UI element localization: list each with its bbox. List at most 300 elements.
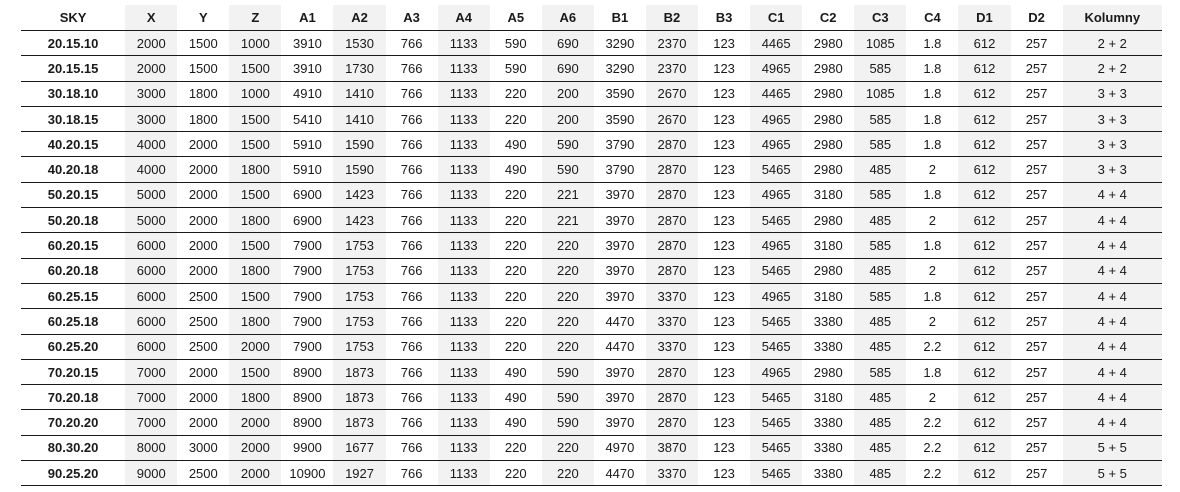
value-cell: 2980 xyxy=(802,31,854,56)
value-cell: 4965 xyxy=(750,56,802,81)
value-cell: 7000 xyxy=(125,359,177,384)
value-cell: 3970 xyxy=(594,182,646,207)
value-cell: 4465 xyxy=(750,81,802,106)
value-cell: 257 xyxy=(1011,309,1063,334)
value-cell: 3000 xyxy=(125,81,177,106)
value-cell: 200 xyxy=(542,81,594,106)
value-cell: 5000 xyxy=(125,208,177,233)
value-cell: 490 xyxy=(490,385,542,410)
value-cell: 221 xyxy=(542,182,594,207)
value-cell: 1873 xyxy=(333,410,385,435)
value-cell: 1133 xyxy=(438,461,490,486)
value-cell: 3380 xyxy=(802,461,854,486)
value-cell: 766 xyxy=(386,31,438,56)
value-cell: 2670 xyxy=(646,81,698,106)
value-cell: 4 + 4 xyxy=(1063,410,1162,435)
value-cell: 4 + 4 xyxy=(1063,385,1162,410)
value-cell: 1133 xyxy=(438,157,490,182)
value-cell: 2000 xyxy=(125,56,177,81)
value-cell: 1133 xyxy=(438,334,490,359)
value-cell: 2870 xyxy=(646,359,698,384)
value-cell: 123 xyxy=(698,309,750,334)
value-cell: 4465 xyxy=(750,31,802,56)
value-cell: 7000 xyxy=(125,410,177,435)
model-cell: 90.25.20 xyxy=(21,461,125,486)
table-row xyxy=(21,56,1162,81)
table-body xyxy=(21,31,1162,486)
value-cell: 257 xyxy=(1011,258,1063,283)
value-cell: 1753 xyxy=(333,309,385,334)
value-cell: 3380 xyxy=(802,334,854,359)
value-cell: 766 xyxy=(386,435,438,460)
value-cell: 3290 xyxy=(594,31,646,56)
model-cell: 70.20.18 xyxy=(21,385,125,410)
value-cell: 4 + 4 xyxy=(1063,334,1162,359)
value-cell: 257 xyxy=(1011,410,1063,435)
value-cell: 220 xyxy=(490,435,542,460)
value-cell: 3970 xyxy=(594,233,646,258)
value-cell: 612 xyxy=(958,31,1010,56)
value-cell: 220 xyxy=(490,106,542,131)
value-cell: 9000 xyxy=(125,461,177,486)
value-cell: 766 xyxy=(386,309,438,334)
model-cell: 60.20.18 xyxy=(21,258,125,283)
value-cell: 585 xyxy=(854,233,906,258)
value-cell: 2000 xyxy=(177,410,229,435)
value-cell: 123 xyxy=(698,410,750,435)
value-cell: 1753 xyxy=(333,258,385,283)
model-cell: 30.18.15 xyxy=(21,106,125,131)
value-cell: 1133 xyxy=(438,258,490,283)
value-cell: 3180 xyxy=(802,283,854,308)
value-cell: 2500 xyxy=(177,334,229,359)
value-cell: 3380 xyxy=(802,410,854,435)
value-cell: 3590 xyxy=(594,106,646,131)
value-cell: 485 xyxy=(854,334,906,359)
value-cell: 612 xyxy=(958,309,1010,334)
value-cell: 221 xyxy=(542,208,594,233)
value-cell: 590 xyxy=(542,385,594,410)
value-cell: 2980 xyxy=(802,208,854,233)
value-cell: 590 xyxy=(542,132,594,157)
value-cell: 5465 xyxy=(750,435,802,460)
value-cell: 220 xyxy=(542,309,594,334)
value-cell: 1500 xyxy=(229,132,281,157)
value-cell: 4000 xyxy=(125,132,177,157)
value-cell: 4970 xyxy=(594,435,646,460)
model-cell: 20.15.10 xyxy=(21,31,125,56)
value-cell: 257 xyxy=(1011,31,1063,56)
value-cell: 4 + 4 xyxy=(1063,359,1162,384)
model-cell: 50.20.15 xyxy=(21,182,125,207)
value-cell: 485 xyxy=(854,435,906,460)
model-cell: 30.18.10 xyxy=(21,81,125,106)
table-row xyxy=(21,461,1162,486)
value-cell: 3970 xyxy=(594,258,646,283)
value-cell: 766 xyxy=(386,157,438,182)
value-cell: 1590 xyxy=(333,157,385,182)
value-cell: 485 xyxy=(854,410,906,435)
value-cell: 3180 xyxy=(802,233,854,258)
value-cell: 3790 xyxy=(594,132,646,157)
column-header-c2: C2 xyxy=(802,5,854,31)
value-cell: 8900 xyxy=(281,385,333,410)
value-cell: 4 + 4 xyxy=(1063,258,1162,283)
value-cell: 612 xyxy=(958,157,1010,182)
column-header-kolumny: Kolumny xyxy=(1063,5,1162,31)
value-cell: 220 xyxy=(490,461,542,486)
table-row xyxy=(21,182,1162,207)
column-header-b2: B2 xyxy=(646,5,698,31)
table-row xyxy=(21,309,1162,334)
value-cell: 3000 xyxy=(125,106,177,131)
value-cell: 490 xyxy=(490,132,542,157)
value-cell: 1500 xyxy=(229,283,281,308)
value-cell: 590 xyxy=(542,410,594,435)
value-cell: 3180 xyxy=(802,385,854,410)
value-cell: 2870 xyxy=(646,157,698,182)
value-cell: 123 xyxy=(698,157,750,182)
value-cell: 4965 xyxy=(750,233,802,258)
value-cell: 257 xyxy=(1011,132,1063,157)
value-cell: 4910 xyxy=(281,81,333,106)
value-cell: 5410 xyxy=(281,106,333,131)
value-cell: 1753 xyxy=(333,334,385,359)
value-cell: 4000 xyxy=(125,157,177,182)
value-cell: 5910 xyxy=(281,132,333,157)
value-cell: 585 xyxy=(854,56,906,81)
value-cell: 2 xyxy=(906,309,958,334)
value-cell: 3290 xyxy=(594,56,646,81)
value-cell: 490 xyxy=(490,157,542,182)
value-cell: 1500 xyxy=(229,359,281,384)
table-row xyxy=(21,385,1162,410)
value-cell: 1873 xyxy=(333,359,385,384)
column-header-b3: B3 xyxy=(698,5,750,31)
value-cell: 1800 xyxy=(177,106,229,131)
value-cell: 612 xyxy=(958,132,1010,157)
model-cell: 60.25.20 xyxy=(21,334,125,359)
value-cell: 585 xyxy=(854,359,906,384)
value-cell: 690 xyxy=(542,31,594,56)
value-cell: 4965 xyxy=(750,283,802,308)
value-cell: 200 xyxy=(542,106,594,131)
value-cell: 1410 xyxy=(333,81,385,106)
value-cell: 123 xyxy=(698,461,750,486)
value-cell: 257 xyxy=(1011,461,1063,486)
value-cell: 2 xyxy=(906,258,958,283)
value-cell: 1530 xyxy=(333,31,385,56)
value-cell: 123 xyxy=(698,283,750,308)
value-cell: 3380 xyxy=(802,435,854,460)
value-cell: 123 xyxy=(698,56,750,81)
value-cell: 1500 xyxy=(229,233,281,258)
value-cell: 1133 xyxy=(438,132,490,157)
value-cell: 8900 xyxy=(281,410,333,435)
value-cell: 612 xyxy=(958,385,1010,410)
value-cell: 612 xyxy=(958,81,1010,106)
value-cell: 1133 xyxy=(438,233,490,258)
value-cell: 1.8 xyxy=(906,182,958,207)
value-cell: 123 xyxy=(698,182,750,207)
column-header-b1: B1 xyxy=(594,5,646,31)
model-cell: 50.20.18 xyxy=(21,208,125,233)
value-cell: 1.8 xyxy=(906,81,958,106)
value-cell: 123 xyxy=(698,359,750,384)
value-cell: 2870 xyxy=(646,132,698,157)
model-cell: 20.15.15 xyxy=(21,56,125,81)
value-cell: 766 xyxy=(386,106,438,131)
value-cell: 3380 xyxy=(802,309,854,334)
model-cell: 70.20.15 xyxy=(21,359,125,384)
value-cell: 9900 xyxy=(281,435,333,460)
value-cell: 220 xyxy=(490,283,542,308)
value-cell: 2000 xyxy=(177,208,229,233)
value-cell: 1133 xyxy=(438,410,490,435)
value-cell: 3 + 3 xyxy=(1063,106,1162,131)
value-cell: 5465 xyxy=(750,208,802,233)
value-cell: 4965 xyxy=(750,132,802,157)
table-row xyxy=(21,410,1162,435)
value-cell: 612 xyxy=(958,233,1010,258)
value-cell: 2000 xyxy=(177,182,229,207)
value-cell: 2870 xyxy=(646,208,698,233)
value-cell: 690 xyxy=(542,56,594,81)
value-cell: 257 xyxy=(1011,334,1063,359)
value-cell: 766 xyxy=(386,334,438,359)
model-cell: 60.25.18 xyxy=(21,309,125,334)
value-cell: 3970 xyxy=(594,410,646,435)
value-cell: 2000 xyxy=(229,334,281,359)
value-cell: 7900 xyxy=(281,258,333,283)
column-header-sky: SKY xyxy=(21,5,125,31)
model-cell: 80.30.20 xyxy=(21,435,125,460)
column-header-a6: A6 xyxy=(542,5,594,31)
value-cell: 590 xyxy=(490,56,542,81)
value-cell: 1500 xyxy=(229,182,281,207)
value-cell: 123 xyxy=(698,258,750,283)
value-cell: 2 xyxy=(906,385,958,410)
value-cell: 220 xyxy=(490,258,542,283)
value-cell: 2500 xyxy=(177,309,229,334)
value-cell: 4470 xyxy=(594,461,646,486)
value-cell: 1.8 xyxy=(906,233,958,258)
value-cell: 1677 xyxy=(333,435,385,460)
value-cell: 2980 xyxy=(802,106,854,131)
table-row xyxy=(21,81,1162,106)
value-cell: 257 xyxy=(1011,56,1063,81)
value-cell: 2 xyxy=(906,157,958,182)
value-cell: 5 + 5 xyxy=(1063,461,1162,486)
column-header-y: Y xyxy=(177,5,229,31)
value-cell: 4470 xyxy=(594,334,646,359)
value-cell: 220 xyxy=(542,461,594,486)
value-cell: 1000 xyxy=(229,81,281,106)
value-cell: 585 xyxy=(854,132,906,157)
value-cell: 2980 xyxy=(802,157,854,182)
value-cell: 3000 xyxy=(177,435,229,460)
value-cell: 1927 xyxy=(333,461,385,486)
value-cell: 4 + 4 xyxy=(1063,233,1162,258)
value-cell: 2980 xyxy=(802,258,854,283)
value-cell: 585 xyxy=(854,106,906,131)
value-cell: 257 xyxy=(1011,106,1063,131)
value-cell: 220 xyxy=(490,233,542,258)
value-cell: 1800 xyxy=(177,81,229,106)
value-cell: 220 xyxy=(490,182,542,207)
value-cell: 3 + 3 xyxy=(1063,132,1162,157)
value-cell: 220 xyxy=(542,258,594,283)
column-header-a4: A4 xyxy=(438,5,490,31)
value-cell: 1085 xyxy=(854,31,906,56)
value-cell: 7900 xyxy=(281,283,333,308)
value-cell: 585 xyxy=(854,182,906,207)
value-cell: 1590 xyxy=(333,132,385,157)
value-cell: 1.8 xyxy=(906,31,958,56)
value-cell: 2000 xyxy=(177,359,229,384)
column-header-a2: A2 xyxy=(333,5,385,31)
value-cell: 3970 xyxy=(594,208,646,233)
value-cell: 257 xyxy=(1011,182,1063,207)
value-cell: 612 xyxy=(958,334,1010,359)
value-cell: 1730 xyxy=(333,56,385,81)
value-cell: 7900 xyxy=(281,233,333,258)
value-cell: 2000 xyxy=(177,385,229,410)
value-cell: 3180 xyxy=(802,182,854,207)
value-cell: 612 xyxy=(958,258,1010,283)
value-cell: 1500 xyxy=(229,56,281,81)
value-cell: 4965 xyxy=(750,359,802,384)
value-cell: 2000 xyxy=(229,435,281,460)
value-cell: 766 xyxy=(386,233,438,258)
value-cell: 2870 xyxy=(646,410,698,435)
value-cell: 1410 xyxy=(333,106,385,131)
value-cell: 2870 xyxy=(646,385,698,410)
value-cell: 1423 xyxy=(333,208,385,233)
table-row xyxy=(21,208,1162,233)
value-cell: 766 xyxy=(386,208,438,233)
value-cell: 2000 xyxy=(177,258,229,283)
value-cell: 220 xyxy=(542,334,594,359)
column-header-c3: C3 xyxy=(854,5,906,31)
value-cell: 123 xyxy=(698,132,750,157)
value-cell: 257 xyxy=(1011,208,1063,233)
value-cell: 1133 xyxy=(438,435,490,460)
value-cell: 123 xyxy=(698,233,750,258)
value-cell: 5465 xyxy=(750,258,802,283)
value-cell: 3910 xyxy=(281,56,333,81)
value-cell: 590 xyxy=(542,157,594,182)
value-cell: 3370 xyxy=(646,334,698,359)
table-row xyxy=(21,359,1162,384)
value-cell: 5465 xyxy=(750,309,802,334)
value-cell: 5910 xyxy=(281,157,333,182)
value-cell: 2000 xyxy=(125,31,177,56)
value-cell: 1133 xyxy=(438,31,490,56)
table-row xyxy=(21,435,1162,460)
value-cell: 7900 xyxy=(281,309,333,334)
value-cell: 2870 xyxy=(646,233,698,258)
value-cell: 1873 xyxy=(333,385,385,410)
column-header-a5: A5 xyxy=(490,5,542,31)
value-cell: 123 xyxy=(698,208,750,233)
value-cell: 2 xyxy=(906,208,958,233)
value-cell: 257 xyxy=(1011,359,1063,384)
value-cell: 4965 xyxy=(750,106,802,131)
value-cell: 585 xyxy=(854,283,906,308)
column-header-d1: D1 xyxy=(958,5,1010,31)
value-cell: 3910 xyxy=(281,31,333,56)
column-header-d2: D2 xyxy=(1011,5,1063,31)
value-cell: 1800 xyxy=(229,385,281,410)
column-header-a3: A3 xyxy=(386,5,438,31)
value-cell: 123 xyxy=(698,334,750,359)
value-cell: 3590 xyxy=(594,81,646,106)
value-cell: 7000 xyxy=(125,385,177,410)
value-cell: 1133 xyxy=(438,385,490,410)
value-cell: 5465 xyxy=(750,385,802,410)
table-row xyxy=(21,233,1162,258)
value-cell: 766 xyxy=(386,359,438,384)
value-cell: 123 xyxy=(698,435,750,460)
value-cell: 123 xyxy=(698,31,750,56)
value-cell: 6900 xyxy=(281,182,333,207)
value-cell: 5465 xyxy=(750,461,802,486)
dimensions-table-container xyxy=(21,5,1162,486)
table-row xyxy=(21,31,1162,56)
value-cell: 2 + 2 xyxy=(1063,31,1162,56)
value-cell: 2000 xyxy=(229,410,281,435)
table-row xyxy=(21,258,1162,283)
value-cell: 1500 xyxy=(177,56,229,81)
value-cell: 6000 xyxy=(125,258,177,283)
value-cell: 3 + 3 xyxy=(1063,157,1162,182)
value-cell: 220 xyxy=(542,435,594,460)
value-cell: 2000 xyxy=(177,132,229,157)
value-cell: 4 + 4 xyxy=(1063,182,1162,207)
value-cell: 5 + 5 xyxy=(1063,435,1162,460)
value-cell: 3 + 3 xyxy=(1063,81,1162,106)
value-cell: 2.2 xyxy=(906,461,958,486)
value-cell: 220 xyxy=(490,334,542,359)
value-cell: 3370 xyxy=(646,461,698,486)
model-cell: 40.20.15 xyxy=(21,132,125,157)
value-cell: 220 xyxy=(490,208,542,233)
column-header-a1: A1 xyxy=(281,5,333,31)
value-cell: 612 xyxy=(958,435,1010,460)
value-cell: 766 xyxy=(386,132,438,157)
value-cell: 1133 xyxy=(438,106,490,131)
value-cell: 766 xyxy=(386,461,438,486)
value-cell: 220 xyxy=(490,81,542,106)
value-cell: 2.2 xyxy=(906,334,958,359)
value-cell: 1.8 xyxy=(906,283,958,308)
value-cell: 3970 xyxy=(594,385,646,410)
value-cell: 1753 xyxy=(333,283,385,308)
value-cell: 257 xyxy=(1011,283,1063,308)
table-row xyxy=(21,106,1162,131)
model-cell: 60.20.15 xyxy=(21,233,125,258)
value-cell: 3970 xyxy=(594,359,646,384)
value-cell: 2870 xyxy=(646,182,698,207)
value-cell: 490 xyxy=(490,410,542,435)
table-header xyxy=(21,5,1162,31)
value-cell: 4470 xyxy=(594,309,646,334)
value-cell: 6000 xyxy=(125,309,177,334)
value-cell: 8000 xyxy=(125,435,177,460)
value-cell: 2980 xyxy=(802,359,854,384)
value-cell: 766 xyxy=(386,258,438,283)
